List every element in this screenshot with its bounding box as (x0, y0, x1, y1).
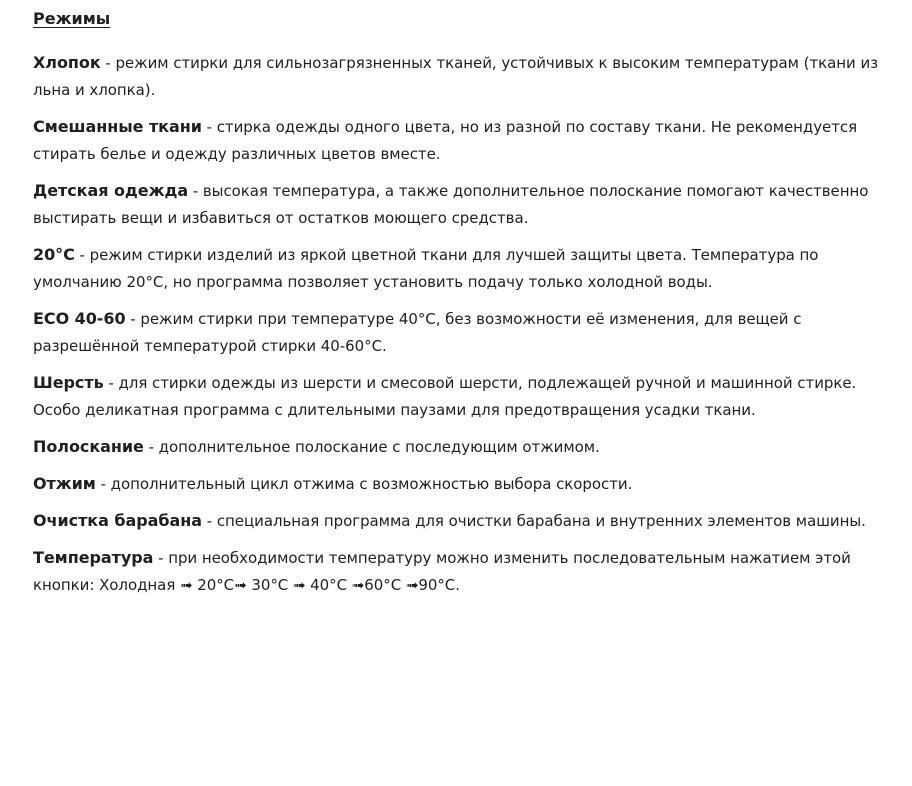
mode-description: - дополнительное полоскание с последующим отжимом. (143, 438, 600, 456)
mode-name: Хлопок (33, 53, 101, 72)
mode-description: - при необходимости температуру можно изменить последовательным нажатием этой кнопки: Холодная ➟ 20°C➟ 30°C ➟ 40°C ➟60°C ➟90°C. (33, 549, 851, 594)
mode-name: Смешанные ткани (33, 117, 202, 136)
mode-name: 20°C (33, 245, 75, 264)
mode-name: Полоскание (33, 437, 144, 456)
mode-description: - специальная программа для очистки барабана и внутренних элементов машины. (202, 512, 866, 530)
mode-drum-clean (33, 507, 900, 535)
mode-name: ECO 40-60 (33, 309, 126, 328)
mode-description: - дополнительный цикл отжима с возможностью выбора скорости. (95, 475, 633, 493)
mode-spin (33, 470, 900, 498)
mode-name: Детская одежда (33, 181, 189, 200)
mode-name: Очистка барабана (33, 511, 203, 530)
mode-cotton (33, 49, 900, 104)
mode-description: - режим стирки при температуре 40°C, без возможности её изменения, для вещей с разрешённой температурой стирки 40-60°C. (33, 310, 802, 355)
mode-description: - режим стирки изделий из яркой цветной ткани для лучшей защиты цвета. Температура по умолчанию 20°C, но программа позволяет установить подачу только холодной воды. (33, 246, 819, 291)
mode-name: Отжим (33, 474, 96, 493)
mode-mixed-fabrics (33, 113, 900, 168)
mode-20c (33, 241, 900, 296)
mode-description: - высокая температура, а также дополнительное полоскание помогают качественно выстирать вещи и избавиться от остатков моющего средства. (33, 182, 869, 227)
mode-name: Температура (33, 548, 154, 567)
mode-name: Шерсть (33, 373, 104, 392)
mode-eco-40-60 (33, 305, 900, 360)
mode-temperature (33, 544, 900, 599)
mode-wool (33, 369, 900, 424)
section-heading: Режимы (33, 9, 111, 28)
mode-description: - стирка одежды одного цвета, но из разной по составу ткани. Не рекомендуется стирать белье и одежду различных цветов вместе. (33, 118, 858, 163)
mode-rinse (33, 433, 900, 461)
mode-description: - режим стирки для сильнозагрязненных тканей, устойчивых к высоким температурам (ткани из льна и хлопка). (33, 54, 879, 99)
mode-baby-clothes (33, 177, 900, 232)
mode-description: - для стирки одежды из шерсти и смесовой шерсти, подлежащей ручной и машинной стирке. Особо деликатная программа с длительными паузами для предотвращения усадки ткани. (33, 374, 857, 419)
